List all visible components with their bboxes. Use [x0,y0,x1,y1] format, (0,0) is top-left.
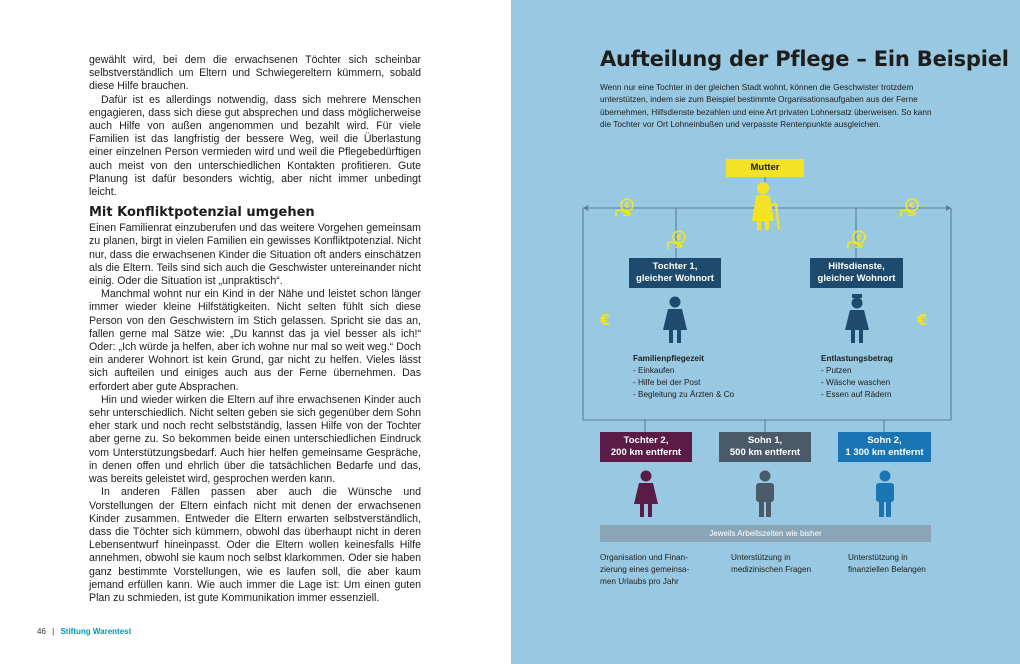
box-sohn-1 [719,432,811,462]
paragraph: Manchmal wohnt nur ein Kind in der Nähe und leistet schon länger immer wieder kleine Hilfstätigkeiten. Nicht selten fühlt sich diese Person von den Geschwistern im Stich gelassen. Spricht sie das an, fallen gerne mal Sätze wie: „Du kannst das ja viel besser als ich!“ Oder: „Ich würde ja helfen, aber ich wohne nur mal so weit weg.“ Doch ein anderer Wohnort ist kein Grund, gar nicht zu helfen. Vieles lässt sich aufteilen und einiges auch aus der Ferne übernehmen. Das erfordert aber gute Absprachen. [89,288,421,393]
money-hand-icon [614,197,636,219]
task-item: - Essen auf Rädern [821,390,892,399]
box-sohn-1-line2: 500 km entfernt [729,447,801,458]
bottom-label-sohn-2 [848,552,926,576]
article-body [89,54,421,605]
box-tochter-1-line2: gleicher Wohnort [636,273,714,284]
box-hilfsdienste [810,258,903,288]
paragraph: Einen Familienrat einzuberufen und das weitere Vorgehen gemeinsam zu planen, birgt in vielen Familien ein gewisses Konfliktpotenzial. Nicht nur, dass die erwachsenen Kinder die Situation oft anders einschätzen als die Eltern. Teils sind sich auch die Geschwister untereinander nicht einig. Oder die Situation ist „unpraktisch“. [89,222,421,288]
box-tochter-2-line2: 200 km entfernt [610,447,682,458]
bottom-label-tochter-2 [600,552,689,588]
box-sohn-2-line1: Sohn 2, [867,435,902,446]
task-heading: Familienpflegezeit [633,354,704,363]
footer-separator: | [52,627,55,636]
page-number: 46 [37,627,46,636]
infographic-intro: Wenn nur eine Tochter in der gleichen Stadt wohnt, können die Geschwister trotzdem unterstützen, indem sie zum Beispiel bestimmte Organisationsaufgaben aus der Ferne übernehmen, Hilfsdienste bezahlen und eine Art privaten Lohnersatz überweisen. So kann die Tochter vor Ort Lohneinbußen und verpasste Rentenpunkte ausgleichen. [600,82,932,130]
mother-label: Mutter [726,159,804,177]
box-sohn-1-line1: Sohn 1, [747,435,783,446]
box-tochter-2 [600,432,692,462]
working-hours-bar: Jeweils Arbeitszeiten wie bisher [600,525,931,542]
box-sohn-2 [838,432,931,462]
money-hand-icon [899,197,921,219]
svg-text:€: € [624,201,630,210]
euro-icon: € [600,311,611,329]
man-icon [751,470,779,518]
box-sohn-2-line2: 1 300 km entfernt [845,447,924,458]
task-item: - Putzen [821,366,852,375]
infographic-title: Aufteilung der Pflege – Ein Beispiel [600,47,1009,71]
task-list-entlastungsbetrag [821,353,893,401]
box-hilfsdienste-line1: Hilfsdienste, [828,261,885,272]
page-footer [37,627,131,636]
task-list-familienpflegezeit [633,353,734,401]
euro-icon: € [917,311,928,329]
svg-text:€: € [909,201,915,210]
bottom-label-line: zierung eines gemeinsa- [600,565,690,574]
woman-icon [661,296,689,344]
bottom-label-line: men Urlaubs pro Jahr [600,577,679,586]
nurse-icon [843,294,871,344]
svg-text:€: € [676,233,682,242]
elderly-woman-icon [748,181,782,231]
task-item: - Einkaufen [633,366,675,375]
bottom-label-line: Unterstützung in [848,553,908,562]
task-item: - Hilfe bei der Post [633,378,701,387]
infographic-page [511,0,1020,664]
box-tochter-1 [629,258,721,288]
svg-text:€: € [856,233,862,242]
task-heading: Entlastungsbetrag [821,354,893,363]
task-item: - Wäsche waschen [821,378,891,387]
paragraph: Dafür ist es allerdings notwendig, dass sich mehrere Menschen engagieren, dass sich diese gut absprechen und dass möglicherweise auch Hilfe von außen angenommen und bezahlt wird. Für viele Familien ist das langfristig der bessere Weg, weil die Überlastung einer einzelnen Person vermieden wird und weil die Pflegebedürftigen auch meist von den unterschiedlichen Kontakten profitieren. Gute Planung ist dafür besonders wichtig, aber nicht immer unbedingt leicht. [89,93,421,199]
bottom-label-line: medizinischen Fragen [731,565,812,574]
paragraph: gewählt wird, bei dem die erwachsenen Töchter sich scheinbar selbstverständlich um Eltern und Schwiegereltern kümmern, sobald diese Hilfe brauchen. [89,54,421,93]
box-tochter-2-line1: Tochter 2, [623,435,669,446]
publisher-brand: Stiftung Warentest [60,627,132,636]
bottom-label-sohn-1 [731,552,811,576]
money-hand-icon [846,229,868,251]
paragraph: Hin und wieder wirken die Eltern auf ihre erwachsenen Kinder auch sehr unterschiedlich. Nicht selten geben sie sich gegenüber dem Sohn eher stark und noch recht selbstständig, lassen Hilfe von der Tochter aber gerne zu. So bekommen beide einen unterschiedlichen Eindruck vom Unterstützungsbedarf. Auch hier helfen gemeinsame Gespräche, in denen offen und ehrlich über die tatsächlichen Bedarfe und das, was bereits geleistet wird, gesprochen werden kann. [89,393,421,486]
bottom-label-line: Organisation und Finan- [600,553,688,562]
bottom-label-line: Unterstützung in [731,553,791,562]
bottom-label-line: finanziellen Belangen [848,565,926,574]
man-icon [871,470,899,518]
task-item: - Begleitung zu Ärzten & Co [633,390,735,399]
section-heading: Mit Konfliktpotenzial umgehen [89,205,315,221]
woman-icon [632,470,660,518]
box-tochter-1-line1: Tochter 1, [652,261,698,272]
paragraph: In anderen Fällen passen aber auch die Wünsche und Vorstellungen der Eltern einfach nicht mit denen der erwachsenen Kinder zusammen. Entweder die Eltern erwarten selbstverständlich, dass die Töchter sich kümmern, obwohl das überhaupt nicht in deren Lebensentwurf hineinpasst. Oder die Eltern wollen keinesfalls Hilfe annehmen, obwohl sie kaum noch selbst klarkommen. Oder sie haben ganz bestimmte Vorstellungen, wie es laufen soll, die aber kaum jemand erfüllen kann. Wie auch immer die Lage ist: Um einen guten Plan zu schmieden, ist gute Kommunikation immer essenziell. [89,486,421,604]
box-hilfsdienste-line2: gleicher Wohnort [817,273,896,284]
money-hand-icon [666,229,688,251]
